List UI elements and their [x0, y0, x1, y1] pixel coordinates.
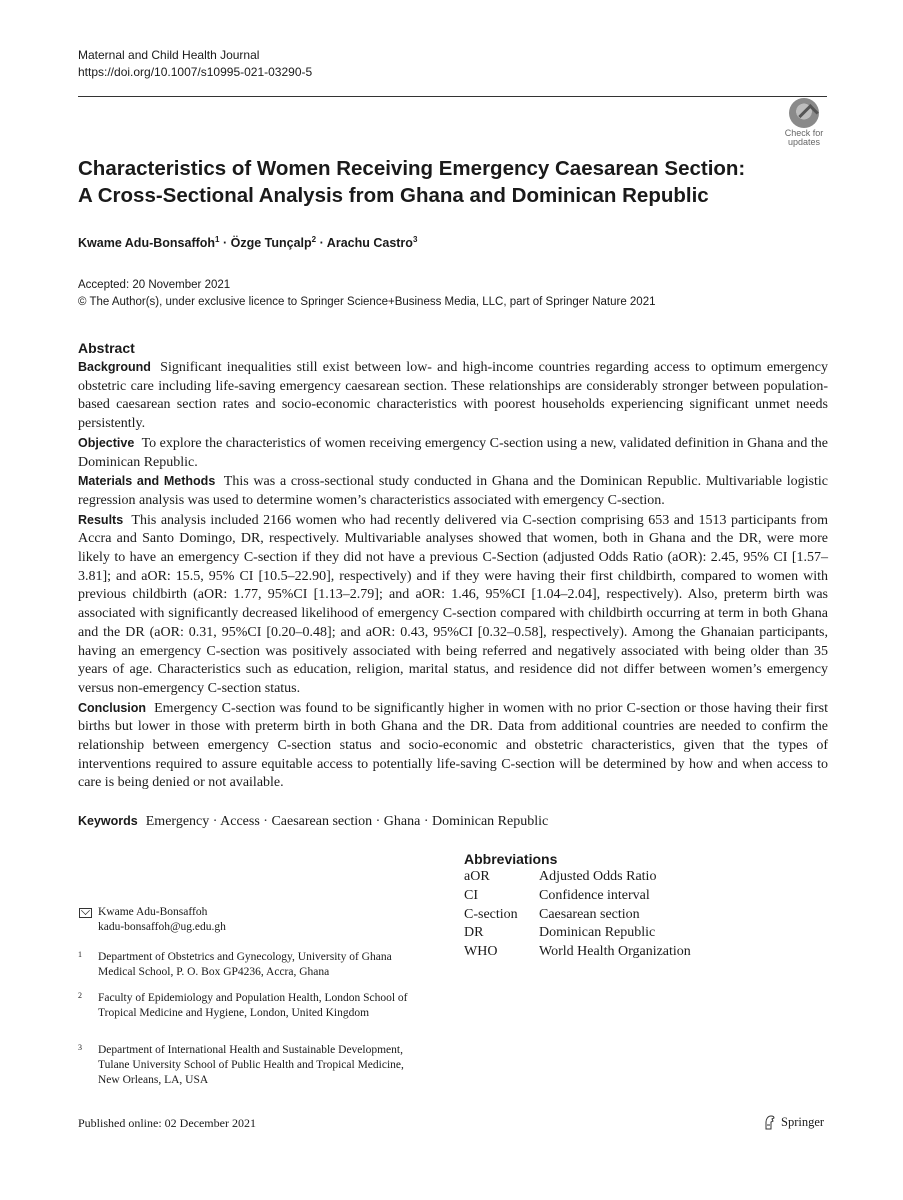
abstract-heading: Abstract [78, 340, 135, 356]
affiliation-item [78, 950, 418, 980]
affiliation-item [78, 1043, 418, 1088]
envelope-icon [79, 908, 92, 918]
abbr-term: WHO [464, 944, 498, 960]
copyright-notice: © The Author(s), under exclusive licence to Springer Science+Business Media, LLC, part of Springer Nature 2021 [78, 296, 656, 308]
publisher-logo [763, 1115, 824, 1130]
author-list [78, 235, 417, 250]
title-line-1: Characteristics of Women Receiving Emergency Caesarean Section: [78, 157, 746, 180]
affiliation-text: Department of Obstetrics and Gynecology, University of Ghana Medical School, P. O. Box GP4236, Accra, Ghana [98, 951, 392, 978]
affiliation-text: Department of International Health and Sustainable Development, Tulane University School of Public Health and Tropical Medicine, New Orleans, LA, USA [98, 1044, 404, 1086]
abstract-conclusion [78, 699, 828, 794]
keywords [78, 814, 548, 830]
doi-link[interactable]: https://doi.org/10.1007/s10995-021-03290-5 [78, 65, 313, 79]
abstract-background [78, 358, 828, 434]
section-text: Significant inequalities still exist between low- and high-income countries regarding access to optimum emergency obstetric care including life-saving emergency caesarean section. These relationships are considerably stronger between population-based caesarean section rates and socio-economic characteristics with poorest households experiencing significant unmet needs persistently. [78, 360, 828, 432]
abbr-definition: Caesarean section [539, 906, 640, 922]
section-text: To explore the characteristics of women receiving emergency C-section using a new, validated definition in Ghana and the Dominican Republic. [78, 435, 828, 470]
affiliation-text: Faculty of Epidemiology and Population Health, London School of Tropical Medicine and Hygiene, London, United Kingdom [98, 992, 408, 1019]
keywords-text: Emergency · Access · Caesarean section · Ghana · Dominican Republic [145, 814, 549, 829]
table-row [464, 888, 691, 907]
table-row [464, 925, 691, 944]
table-row [464, 869, 691, 888]
abbr-term: aOR [464, 869, 490, 884]
journal-name: Maternal and Child Health Journal [78, 48, 260, 62]
affiliation-number: 3 [78, 1043, 82, 1052]
accepted-date: Accepted: 20 November 2021 [78, 279, 231, 291]
section-label: Results [78, 512, 124, 527]
abstract-methods [78, 472, 828, 510]
abbr-term: C-section [464, 906, 518, 922]
contact-row [78, 905, 418, 935]
journal-header [78, 47, 312, 81]
table-row [464, 907, 691, 926]
article-title [78, 155, 778, 209]
author-name[interactable]: Arachu Castro [326, 236, 413, 251]
abbr-term: CI [464, 887, 478, 903]
abstract-objective [78, 434, 828, 472]
section-label: Conclusion [78, 700, 147, 715]
author-separator: · [319, 236, 324, 251]
abbreviations [464, 851, 691, 963]
section-label: Materials and Methods [78, 474, 216, 489]
corresponding-author [78, 905, 418, 935]
affiliation-item [78, 991, 418, 1021]
author-separator: · [222, 236, 228, 251]
title-line-2: A Cross-Sectional Analysis from Ghana and Dominican Republic [78, 184, 709, 207]
keywords-label: Keywords [78, 814, 138, 828]
affiliation-number: 1 [78, 950, 82, 959]
author-name[interactable]: Özge Tunçalp [230, 236, 312, 251]
publisher-name: Springer [781, 1115, 825, 1129]
affiliation-number: 2 [78, 991, 82, 1000]
abbr-definition: Dominican Republic [539, 925, 656, 941]
check-updates-icon [789, 98, 819, 128]
section-text: Emergency C-section was found to be significantly higher in women with no prior C-section or those having their first births but lower in those with preterm birth in both Ghana and the DR. Data from additional countries are needed to confirm the relationship between emergency C-section status and socio-economic and obstetric characteristics, given that the types of interventions required to assure equitable access to potentially life-saving C-section will be determined by how and when access to care is being denied or not available. [78, 700, 829, 791]
abbr-definition: Confidence interval [539, 887, 650, 903]
abbreviations-heading: Abbreviations [464, 851, 558, 867]
abbr-definition: World Health Organization [539, 944, 691, 960]
author-affiliation-marker: 2 [311, 235, 317, 244]
author-name[interactable]: Kwame Adu-Bonsaffoh [78, 236, 216, 251]
check-for-updates-badge[interactable] [780, 98, 828, 147]
author-affiliation-marker: 1 [215, 235, 220, 244]
section-label: Objective [78, 435, 135, 450]
abstract-results [78, 511, 828, 699]
header-rule [78, 96, 827, 97]
abbreviations-table [464, 869, 691, 963]
article-meta [78, 277, 656, 311]
table-row [464, 944, 691, 963]
published-online: Published online: 02 December 2021 [78, 1116, 256, 1130]
check-updates-label: Check for updates [784, 128, 824, 147]
abstract [78, 340, 828, 793]
contact-email[interactable]: kadu-bonsaffoh@ug.edu.gh [98, 921, 226, 933]
author-affiliation-marker: 3 [412, 235, 418, 244]
section-text: This was a cross-sectional study conducted in Ghana and the Dominican Republic. Multivariable logistic regression analysis was used to determine women’s characteristics associated with emergency C-section. [78, 474, 829, 508]
springer-horse-icon [763, 1115, 776, 1130]
section-label: Background [78, 360, 151, 374]
abbr-term: DR [464, 925, 484, 941]
section-text: This analysis included 2166 women who had recently delivered via C-section comprising 653 and 1513 participants from Accra and Santo Domingo, DR, respectively. Multivariable analyses showed that women, both in Ghana and the DR, were more likely to have an emergency C-section if they did not have a previous C-Section (adjusted Odds Ratio (aOR): 2.45, 95% CI [1.57–3.81]; and aOR: 15.5, 95% CI [10.5–22.90], respectively) and if they were having their first childbirth, compared to women with previous childbirth (aOR: 1.77, 95%CI [1.13–2.79]; and aOR: 1.46, 95%CI [1.04–2.04], respectively). Also, preterm birth was associated with significantly decreased likelihood of emergency C-section compared with childbirth occurring at term in both Ghana and the DR (aOR: 0.31, 95%CI [0.20–0.48]; and aOR: 0.43, 95%CI [0.32–0.58], respectively). Among the Ghanaian participants, having an emergency C-section was positively associated with being referred and negatively associated with being older than 35 years of age. Characteristics such as education, religion, marital status, and residence did not differ between women’s emergency versus non-emergency C-section status. [78, 512, 828, 696]
contact-name: Kwame Adu-Bonsaffoh [98, 906, 208, 918]
abbr-definition: Adjusted Odds Ratio [539, 869, 657, 884]
